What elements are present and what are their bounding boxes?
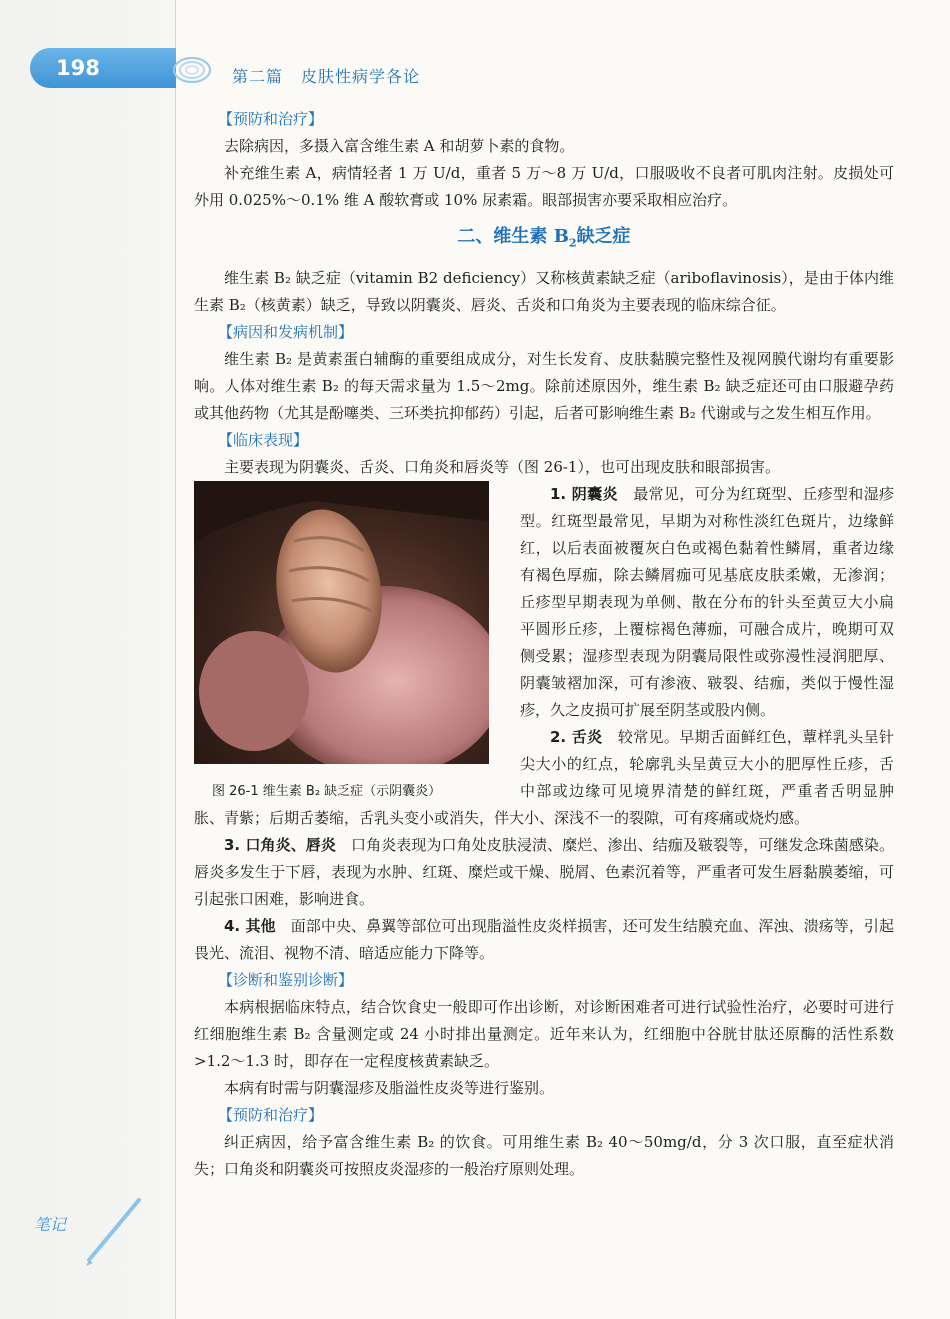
notes-label: 笔记 [34, 1215, 67, 1234]
section-heading-cause: 【病因和发病机制】 [218, 322, 354, 341]
paragraph: 纠正病因，给予富含维生素 B₂ 的饮食。可用维生素 B₂ 40～50mg/d，分 3 次口服，直至症状消失；口角炎和阴囊炎可按照皮炎湿疹的一般治疗原则处理。 [194, 1132, 894, 1178]
section-heading-prevention-2: 【预防和治疗】 [218, 1105, 324, 1124]
paragraph: 主要表现为阴囊炎、舌炎、口角炎和唇炎等（图 26-1），也可出现皮肤和眼部损害。 [224, 457, 780, 476]
section-heading-prevention-1: 【预防和治疗】 [218, 110, 324, 128]
paragraph: 本病根据临床特点，结合饮食史一般即可作出诊断，对诊断困难者可进行试验性治疗，必要时可进行红细胞维生素 B₂ 含量测定或 24 小时排出量测定。近年来认为，红细胞中谷胱甘肽还原酶的活性系数>1.2～1.3 时，即存在一定程度核黄素缺乏。 [194, 997, 894, 1070]
page-number: 198 [56, 56, 100, 80]
list-item-scrotitis: 1. 阴囊炎 最常见，可分为红斑型、丘疹型和湿疹型。红斑型最常见，早期为对称性淡红色斑片，边缘鲜红，以后表面被覆灰白色或褐色黏着性鳞屑，重者边缘有褐色厚痂，除去鳞屑痂可见基底皮肤柔嫩，无渗润；丘疹型早期表现为单侧、散在分布的针头至黄豆大小扁平圆形丘疹，上覆棕褐色薄痂，可融合成片，晚期可双侧受累；湿疹型表现为阴囊局限性或弥漫性浸润肥厚、阴囊皱褶加深，可有渗液、皲裂、结痂，类似于慢性湿疹，久之皮损可扩展至阴茎或股内侧。 [520, 484, 894, 719]
section-heading-diagnosis: 【诊断和鉴别诊断】 [218, 970, 354, 989]
clinical-photo [194, 481, 489, 764]
section-heading-clinical: 【临床表现】 [218, 430, 309, 449]
list-item-cheilitis: 3. 口角炎、唇炎 口角炎表现为口角处皮肤浸渍、糜烂、渗出、结痂及皲裂等，可继发念珠菌感染。唇炎多发生于下唇，表现为水肿、红斑、糜烂或干燥、脱屑、色素沉着等，严重者可发生唇黏膜萎缩，可引起张口困难，影响进食。 [194, 835, 894, 908]
list-item-other: 4. 其他 面部中央、鼻翼等部位可出现脂溢性皮炎样损害，还可发生结膜充血、浑浊、溃疡等，引起畏光、流泪、视物不清、暗适应能力下降等。 [194, 916, 894, 962]
pen-icon [84, 1198, 144, 1268]
figure-caption: 图 26-1 维生素 B₂ 缺乏症（示阴囊炎） [212, 783, 442, 799]
page-body [194, 106, 894, 1183]
running-header [232, 64, 438, 87]
swirl-logo-icon [170, 48, 220, 90]
margin-divider [175, 0, 176, 1319]
header-part: 第二篇 [232, 67, 284, 86]
paragraph: 补充维生素 A，病情轻者 1 万 U/d，重者 5 万～8 万 U/d，口服吸收不良者可肌肉注射。皮损处可外用 0.025%～0.1% 维 A 酸软膏或 10% 尿素霜。眼部损害亦要采取相应治疗。 [194, 164, 894, 209]
margin-column [0, 0, 176, 1319]
paragraph: 去除病因，多摄入富含维生素 A 和胡萝卜素的食物。 [224, 137, 575, 155]
paragraph: 本病有时需与阴囊湿疹及脂溢性皮炎等进行鉴别。 [224, 1078, 555, 1097]
list-item-glossitis: 2. 舌炎 较常见。早期舌面鲜红色，蕈样乳头呈针尖大小的红点，轮廓乳头呈黄豆大小的肥厚性丘疹，舌中部或边缘可见境界清楚的鲜红斑，严重者舌明显肿胀、青紫；后期舌萎缩，舌乳头变小或消失，伴大小、深浅不一的裂隙，可有疼痛或烧灼感。 [194, 727, 894, 827]
paragraph-intro: 维生素 B₂ 缺乏症（vitamin B2 deficiency）又称核黄素缺乏症（ariboflavinosis），是由于体内维生素 B₂（核黄素）缺乏，导致以阴囊炎、唇炎、舌炎和口角炎为主要表现的临床综合征。 [194, 268, 894, 314]
header-title: 皮肤性病学各论 [301, 67, 421, 86]
page-number-badge [30, 48, 176, 88]
paragraph: 维生素 B₂ 是黄素蛋白辅酶的重要组成成分，对生长发育、皮肤黏膜完整性及视网膜代谢均有重要影响。人体对维生素 B₂ 的每天需求量为 1.5～2mg。除前述原因外，维生素 B₂ 缺乏症还可由口服避孕药或其他药物（尤其是酚噻类、三环类抗抑郁药）引起，后者可影响维生素 B₂ 代谢或与之发生相互作用。 [194, 349, 894, 422]
figure-26-1 [194, 481, 492, 805]
chapter-title: 二、维生素 $B_2$缺乏症 [457, 226, 631, 250]
